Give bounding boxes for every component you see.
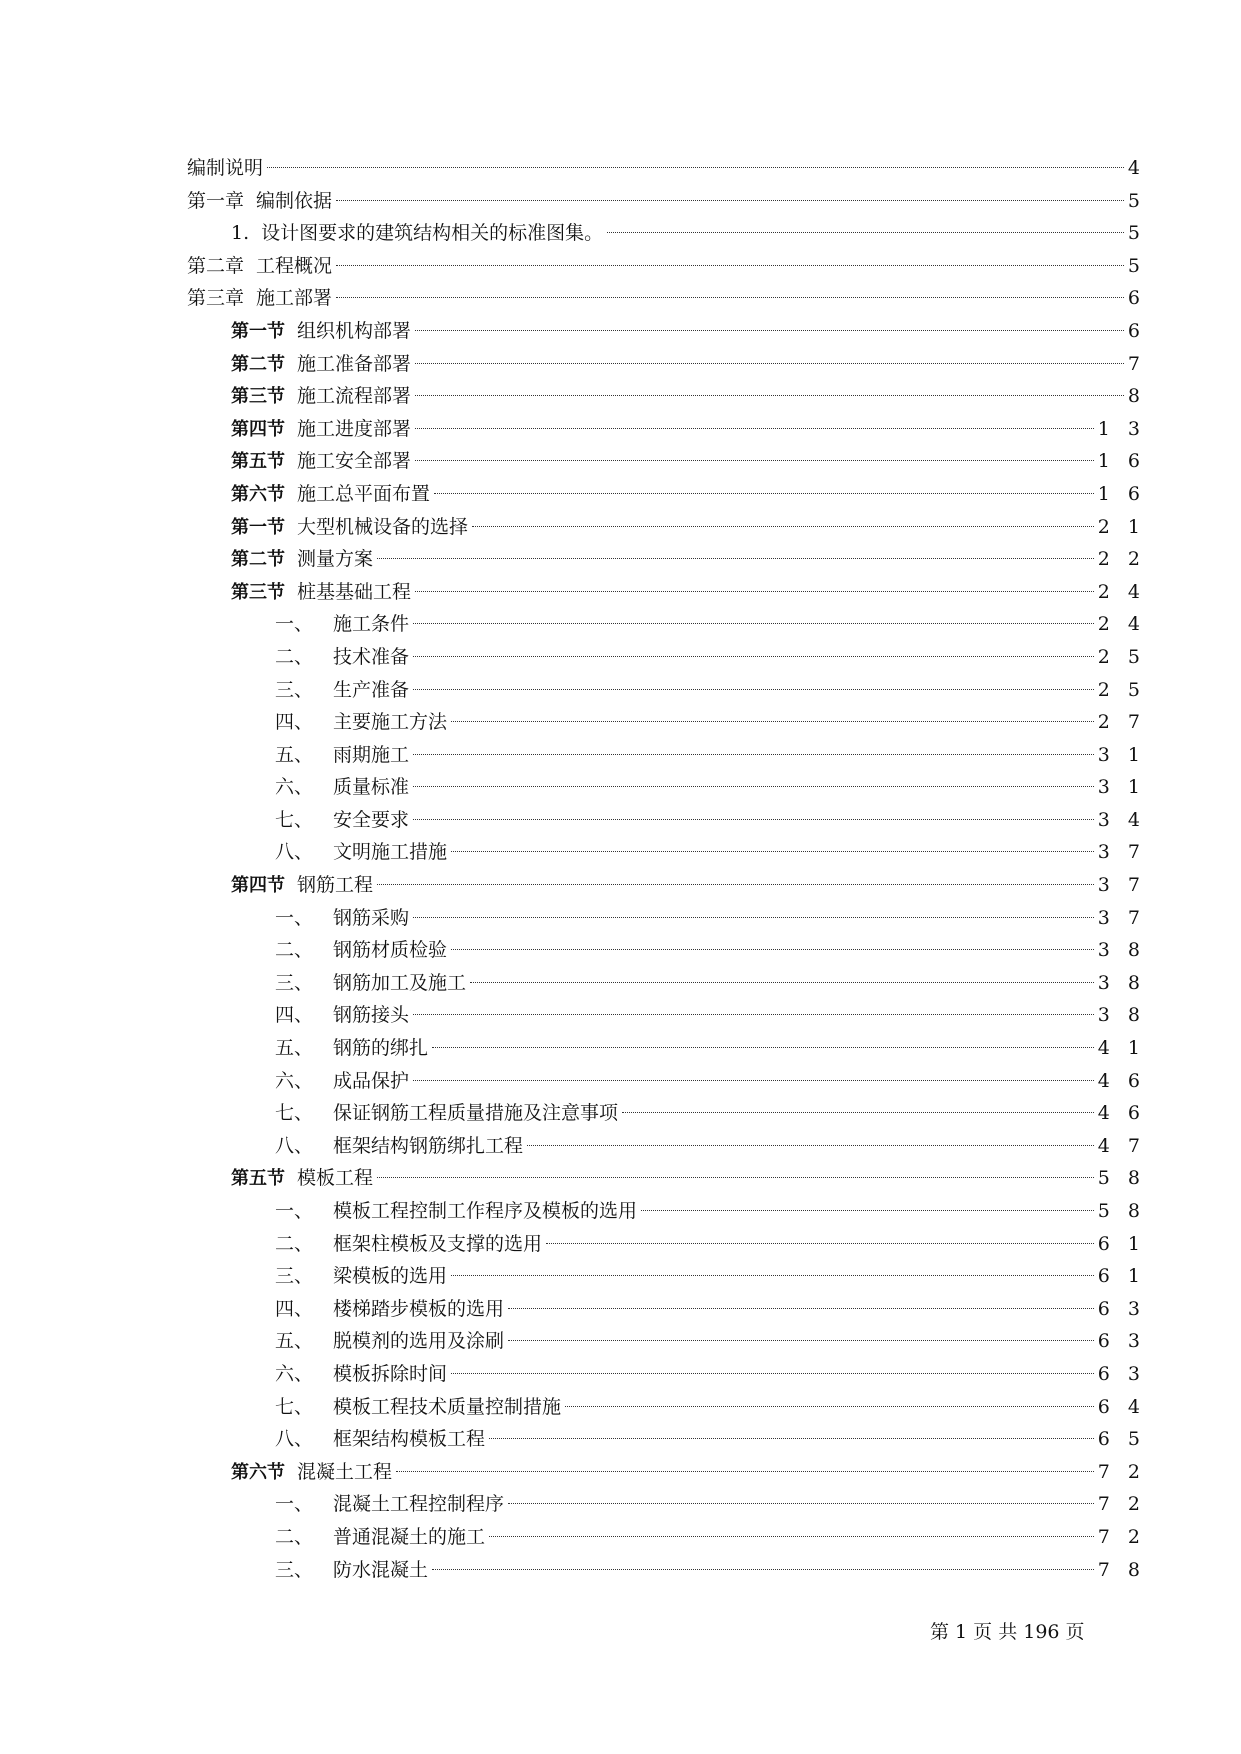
toc-entry-number: 第三节 — [231, 581, 285, 603]
toc-entry-page-number: 5 — [1127, 222, 1146, 245]
toc-entry-page-number: 3 7 — [1097, 906, 1146, 929]
toc-entry[interactable] — [187, 934, 1146, 967]
toc-dot-leader — [451, 1373, 1094, 1374]
toc-entry-number: 第五节 — [231, 1168, 285, 1190]
toc-entry-label — [275, 902, 409, 935]
toc-dot-leader — [434, 493, 1094, 494]
toc-entry-page-number: 2 7 — [1097, 711, 1146, 734]
toc-entry[interactable] — [187, 511, 1146, 544]
toc-entry-title: 施工准备部署 — [297, 352, 412, 375]
toc-dot-leader — [415, 460, 1094, 461]
toc-entry[interactable] — [187, 185, 1146, 218]
toc-entry[interactable] — [187, 1162, 1146, 1195]
toc-dot-leader — [413, 786, 1094, 787]
toc-entry-title: 组织机构部署 — [297, 319, 412, 342]
toc-entry[interactable] — [187, 739, 1146, 772]
toc-entry-title: 框架结构钢筋绑扎工程 — [333, 1134, 524, 1157]
toc-entry-number: 第三节 — [231, 386, 285, 408]
toc-entry-number: 四、 — [275, 1004, 314, 1027]
toc-entry[interactable] — [187, 217, 1146, 250]
toc-entry-title: 技术准备 — [333, 645, 410, 668]
toc-entry-page-number: 5 — [1127, 254, 1146, 277]
toc-dot-leader — [336, 200, 1124, 201]
toc-dot-leader — [489, 1536, 1094, 1537]
toc-entry-label — [275, 1391, 561, 1424]
toc-entry-number: 七、 — [275, 808, 314, 831]
toc-entry-label — [231, 478, 430, 512]
toc-entry[interactable] — [187, 804, 1146, 837]
toc-dot-leader — [451, 949, 1094, 950]
toc-dot-leader — [451, 1275, 1094, 1276]
toc-entry-label — [275, 674, 409, 707]
toc-entry-label — [275, 641, 409, 674]
toc-entry-number: 二、 — [275, 939, 314, 962]
toc-dot-leader — [336, 297, 1124, 298]
toc-entry-title: 楼梯踏步模板的选用 — [333, 1297, 505, 1320]
toc-dot-leader — [508, 1503, 1094, 1504]
toc-entry-label — [275, 608, 409, 641]
toc-dot-leader — [565, 1406, 1094, 1407]
toc-entry-title: 雨期施工 — [333, 743, 410, 766]
toc-entry[interactable] — [187, 282, 1146, 315]
toc-entry-label — [275, 1260, 447, 1293]
toc-entry[interactable] — [187, 1260, 1146, 1293]
toc-dot-leader — [415, 330, 1124, 331]
toc-entry-label — [231, 576, 411, 610]
toc-dot-leader — [413, 623, 1094, 624]
toc-entry-label — [231, 380, 411, 414]
toc-entry-page-number: 3 7 — [1097, 841, 1146, 864]
toc-entry-title: 施工总平面布置 — [297, 482, 431, 505]
toc-entry-page-number: 1 6 — [1097, 482, 1146, 505]
toc-entry-title: 钢筋材质检验 — [333, 939, 448, 962]
toc-entry-title: 普通混凝土的施工 — [333, 1525, 486, 1548]
toc-entry-page-number: 3 1 — [1097, 776, 1146, 799]
toc-dot-leader — [415, 395, 1124, 396]
toc-entry-label — [231, 445, 411, 479]
toc-dot-leader — [622, 1112, 1094, 1113]
toc-entry[interactable] — [187, 348, 1146, 381]
toc-entry-page-number: 4 1 — [1097, 1037, 1146, 1060]
toc-entry[interactable] — [187, 836, 1146, 869]
toc-entry-label — [275, 1521, 485, 1554]
toc-entry-page-number: 8 — [1127, 385, 1146, 408]
toc-entry-title: 钢筋工程 — [297, 874, 374, 897]
toc-entry-title: 主要施工方法 — [333, 711, 448, 734]
toc-entry-number: 第三章 — [187, 287, 245, 310]
toc-entry-page-number: 7 — [1127, 352, 1146, 375]
toc-entry-page-number: 2 2 — [1097, 548, 1146, 571]
toc-entry[interactable] — [187, 1032, 1146, 1065]
toc-dot-leader — [413, 1014, 1094, 1015]
toc-entry-title: 模板工程 — [297, 1167, 374, 1190]
toc-entry-page-number: 1 3 — [1097, 417, 1146, 440]
toc-entry-title: 施工进度部署 — [297, 417, 412, 440]
toc-dot-leader — [451, 721, 1094, 722]
toc-entry[interactable] — [187, 1423, 1146, 1456]
toc-dot-leader — [489, 1438, 1094, 1439]
toc-entry[interactable] — [187, 445, 1146, 478]
toc-entry-number: 四、 — [275, 1297, 314, 1320]
toc-entry-page-number: 3 4 — [1097, 808, 1146, 831]
toc-entry-page-number: 7 8 — [1097, 1558, 1146, 1581]
toc-entry-number: 六、 — [275, 1362, 314, 1385]
toc-entry-title: 框架柱模板及支撑的选用 — [333, 1232, 543, 1255]
toc-entry-page-number: 7 2 — [1097, 1460, 1146, 1483]
toc-entry-number: 一、 — [275, 906, 314, 929]
toc-dot-leader — [546, 1243, 1094, 1244]
toc-entry-title: 脱模剂的选用及涂刷 — [333, 1330, 505, 1353]
toc-entry-page-number: 6 1 — [1097, 1232, 1146, 1255]
toc-entry-page-number: 4 — [1127, 157, 1146, 179]
toc-entry-number: 二、 — [275, 645, 314, 668]
toc-entry-page-number: 2 4 — [1097, 613, 1146, 636]
toc-entry-number: 五、 — [275, 1330, 314, 1353]
toc-entry-label — [275, 771, 409, 804]
toc-entry-label — [231, 543, 373, 577]
toc-entry-title: 施工部署 — [256, 287, 333, 310]
toc-entry[interactable] — [187, 1358, 1146, 1391]
toc-entry-page-number: 5 8 — [1097, 1167, 1146, 1190]
toc-entry[interactable] — [187, 543, 1146, 576]
toc-dot-leader — [267, 167, 1124, 168]
toc-entry-number: 第一节 — [231, 320, 285, 342]
toc-entry[interactable] — [187, 902, 1146, 935]
toc-entry-title: 混凝土工程控制程序 — [333, 1493, 505, 1516]
toc-entry-number: 第四节 — [231, 875, 285, 897]
toc-entry[interactable] — [187, 1488, 1146, 1521]
toc-dot-leader — [396, 1471, 1094, 1472]
toc-entry-page-number: 6 5 — [1097, 1428, 1146, 1451]
toc-dot-leader — [508, 1308, 1094, 1309]
toc-entry-label — [275, 1325, 504, 1358]
toc-dot-leader — [432, 1047, 1094, 1048]
toc-entry-number: 八、 — [275, 841, 314, 864]
toc-dot-leader — [413, 917, 1094, 918]
toc-entry-label — [231, 1456, 392, 1490]
toc-entry-number: 二、 — [275, 1525, 314, 1548]
toc-entry-page-number: 5 8 — [1097, 1200, 1146, 1222]
table-of-contents — [187, 152, 1146, 1586]
toc-dot-leader — [413, 754, 1094, 755]
toc-entry-title: 模板拆除时间 — [333, 1362, 448, 1385]
toc-entry-number: 五、 — [275, 743, 314, 766]
toc-entry-label — [275, 1554, 428, 1587]
toc-entry-page-number: 6 — [1127, 319, 1146, 342]
toc-entry[interactable] — [187, 706, 1146, 739]
toc-entry-label — [275, 934, 447, 967]
toc-entry-number: 三、 — [275, 971, 314, 994]
toc-entry-number: 1. — [231, 222, 250, 245]
toc-entry-label — [187, 185, 332, 218]
toc-entry-title: 设计图要求的建筑结构相关的标准图集。 — [261, 222, 604, 245]
toc-entry-number: 七、 — [275, 1395, 314, 1418]
toc-entry[interactable] — [187, 771, 1146, 804]
toc-entry-page-number: 2 4 — [1097, 580, 1146, 603]
toc-entry-label — [275, 706, 447, 739]
toc-entry-page-number: 2 5 — [1097, 678, 1146, 701]
toc-entry-title: 框架结构模板工程 — [333, 1428, 486, 1451]
toc-entry-label — [231, 869, 373, 903]
toc-dot-leader — [607, 232, 1124, 233]
toc-entry-number: 七、 — [275, 1102, 314, 1125]
toc-entry-page-number: 3 8 — [1097, 971, 1146, 994]
toc-dot-leader — [415, 591, 1094, 592]
toc-entry-page-number: 6 3 — [1097, 1330, 1146, 1353]
toc-entry-label — [187, 250, 332, 283]
toc-entry-title: 施工条件 — [333, 613, 410, 636]
toc-entry[interactable] — [187, 869, 1146, 902]
toc-entry-number: 八、 — [275, 1428, 314, 1451]
toc-entry-label — [231, 217, 603, 250]
toc-dot-leader — [470, 982, 1094, 983]
toc-entry-number: 三、 — [275, 678, 314, 701]
toc-entry-number: 三、 — [275, 1558, 314, 1581]
toc-entry-number: 六、 — [275, 776, 314, 799]
toc-entry-number: 第六节 — [231, 483, 285, 505]
toc-entry-number: 八、 — [275, 1134, 314, 1157]
toc-entry[interactable] — [187, 1228, 1146, 1261]
toc-dot-leader — [413, 819, 1094, 820]
toc-entry-label — [275, 1195, 637, 1228]
toc-entry-label — [231, 413, 411, 447]
toc-dot-leader — [377, 558, 1094, 559]
toc-dot-leader — [415, 428, 1094, 429]
toc-dot-leader — [377, 1177, 1094, 1178]
toc-entry[interactable] — [187, 1456, 1146, 1489]
toc-dot-leader — [451, 851, 1094, 852]
toc-entry-title: 钢筋的绑扎 — [333, 1037, 429, 1060]
toc-entry[interactable] — [187, 967, 1146, 1000]
toc-entry[interactable] — [187, 999, 1146, 1032]
toc-entry-label — [231, 315, 411, 349]
toc-entry[interactable] — [187, 576, 1146, 609]
toc-entry-title: 施工安全部署 — [297, 450, 412, 473]
toc-entry-label — [187, 282, 332, 315]
toc-entry[interactable] — [187, 1325, 1146, 1358]
toc-entry-page-number: 3 8 — [1097, 1004, 1146, 1027]
toc-entry-number: 第五节 — [231, 451, 285, 473]
toc-entry-number: 一、 — [275, 613, 314, 636]
toc-entry-title: 工程概况 — [256, 254, 333, 277]
toc-entry[interactable] — [187, 608, 1146, 641]
toc-entry-page-number: 4 6 — [1097, 1102, 1146, 1125]
toc-entry[interactable] — [187, 1097, 1146, 1130]
toc-entry-page-number: 3 8 — [1097, 939, 1146, 962]
toc-entry-title: 桩基基础工程 — [297, 580, 412, 603]
toc-entry-label — [231, 511, 468, 545]
toc-entry-page-number: 6 4 — [1097, 1395, 1146, 1418]
toc-entry-label — [275, 967, 466, 1000]
toc-entry-page-number: 3 7 — [1097, 874, 1146, 897]
toc-entry-title: 测量方案 — [297, 548, 374, 571]
toc-entry-page-number: 2 1 — [1097, 515, 1146, 538]
toc-entry-page-number: 5 — [1127, 189, 1146, 212]
toc-entry-title: 生产准备 — [333, 678, 410, 701]
toc-entry-number: 第二节 — [231, 549, 285, 571]
toc-entry-title: 模板工程控制工作程序及模板的选用 — [333, 1200, 638, 1222]
toc-entry-title: 大型机械设备的选择 — [297, 515, 469, 538]
toc-entry[interactable] — [187, 152, 1146, 185]
toc-entry[interactable] — [187, 1195, 1146, 1228]
toc-entry-page-number: 7 2 — [1097, 1493, 1146, 1516]
toc-entry-label — [275, 1097, 618, 1130]
toc-entry-label — [275, 999, 409, 1032]
toc-entry-number: 四、 — [275, 711, 314, 734]
toc-entry-title: 文明施工措施 — [333, 841, 448, 864]
toc-entry-number: 第六节 — [231, 1461, 285, 1483]
toc-entry[interactable] — [187, 250, 1146, 283]
toc-entry-title: 成品保护 — [333, 1069, 410, 1092]
toc-entry-title: 保证钢筋工程质量措施及注意事项 — [333, 1102, 619, 1125]
toc-dot-leader — [413, 1080, 1094, 1081]
toc-entry-page-number: 4 6 — [1097, 1069, 1146, 1092]
page-footer: 第 1 页 共 196 页 — [930, 1621, 1085, 1643]
toc-dot-leader — [377, 884, 1094, 885]
toc-entry-title: 防水混凝土 — [333, 1558, 429, 1581]
toc-entry-title: 钢筋加工及施工 — [333, 971, 467, 994]
toc-entry-page-number: 3 1 — [1097, 743, 1146, 766]
toc-entry-number: 第一节 — [231, 516, 285, 538]
toc-entry-page-number: 7 2 — [1097, 1525, 1146, 1548]
toc-entry-title: 钢筋接头 — [333, 1004, 410, 1027]
toc-entry-page-number: 6 3 — [1097, 1362, 1146, 1385]
toc-entry-number: 六、 — [275, 1069, 314, 1092]
toc-entry-page-number: 2 5 — [1097, 645, 1146, 668]
toc-entry[interactable] — [187, 1065, 1146, 1098]
toc-entry-label — [275, 739, 409, 772]
toc-dot-leader — [413, 689, 1094, 690]
toc-entry-page-number: 6 1 — [1097, 1265, 1146, 1288]
toc-entry-number: 第二节 — [231, 353, 285, 375]
toc-entry-label — [231, 348, 411, 382]
toc-entry-label — [275, 804, 409, 837]
toc-entry-label — [275, 1130, 523, 1163]
toc-entry[interactable] — [187, 315, 1146, 348]
toc-entry[interactable] — [187, 478, 1146, 511]
toc-entry-title: 梁模板的选用 — [333, 1265, 448, 1288]
toc-entry-title: 安全要求 — [333, 808, 410, 831]
toc-entry[interactable] — [187, 1293, 1146, 1326]
toc-entry[interactable] — [187, 1391, 1146, 1424]
toc-entry-title: 钢筋采购 — [333, 906, 410, 929]
toc-dot-leader — [432, 1569, 1094, 1570]
toc-dot-leader — [336, 265, 1124, 266]
toc-entry[interactable] — [187, 641, 1146, 674]
toc-entry[interactable] — [187, 1521, 1146, 1554]
toc-entry-label — [275, 1358, 447, 1391]
toc-entry-page-number: 6 — [1127, 287, 1146, 310]
toc-entry-label — [275, 1423, 485, 1456]
toc-entry-title: 模板工程技术质量控制措施 — [333, 1395, 562, 1418]
toc-entry-page-number: 6 3 — [1097, 1297, 1146, 1320]
toc-entry-label — [275, 836, 447, 869]
toc-dot-leader — [413, 656, 1094, 657]
toc-entry-title: 混凝土工程 — [297, 1460, 393, 1483]
toc-entry-number: 五、 — [275, 1037, 314, 1060]
toc-entry[interactable] — [187, 1554, 1146, 1587]
toc-entry-number: 第二章 — [187, 254, 245, 277]
toc-entry-number: 二、 — [275, 1232, 314, 1255]
toc-entry-label — [275, 1293, 504, 1326]
toc-entry-title: 编制依据 — [256, 189, 333, 212]
toc-entry-label — [275, 1488, 504, 1521]
toc-entry-page-number: 1 6 — [1097, 450, 1146, 473]
toc-entry-title: 编制说明 — [187, 157, 264, 179]
toc-entry-label — [275, 1032, 428, 1065]
toc-entry[interactable] — [187, 1130, 1146, 1163]
toc-entry-label — [275, 1065, 409, 1098]
toc-entry-label — [275, 1228, 542, 1261]
toc-entry-number: 第一章 — [187, 189, 245, 212]
toc-dot-leader — [527, 1145, 1094, 1146]
toc-entry-title: 质量标准 — [333, 776, 410, 799]
toc-entry-number: 一、 — [275, 1200, 314, 1222]
toc-entry[interactable] — [187, 674, 1146, 707]
toc-entry[interactable] — [187, 380, 1146, 413]
toc-dot-leader — [415, 363, 1124, 364]
toc-dot-leader — [641, 1210, 1094, 1211]
toc-entry-label — [231, 1162, 373, 1196]
toc-entry-number: 三、 — [275, 1265, 314, 1288]
toc-entry-label — [187, 152, 263, 185]
toc-entry-number: 一、 — [275, 1493, 314, 1516]
toc-entry-title: 施工流程部署 — [297, 385, 412, 408]
toc-entry-page-number: 4 7 — [1097, 1134, 1146, 1157]
toc-entry-number: 第四节 — [231, 418, 285, 440]
toc-dot-leader — [472, 526, 1094, 527]
toc-entry[interactable] — [187, 413, 1146, 446]
toc-dot-leader — [508, 1340, 1094, 1341]
